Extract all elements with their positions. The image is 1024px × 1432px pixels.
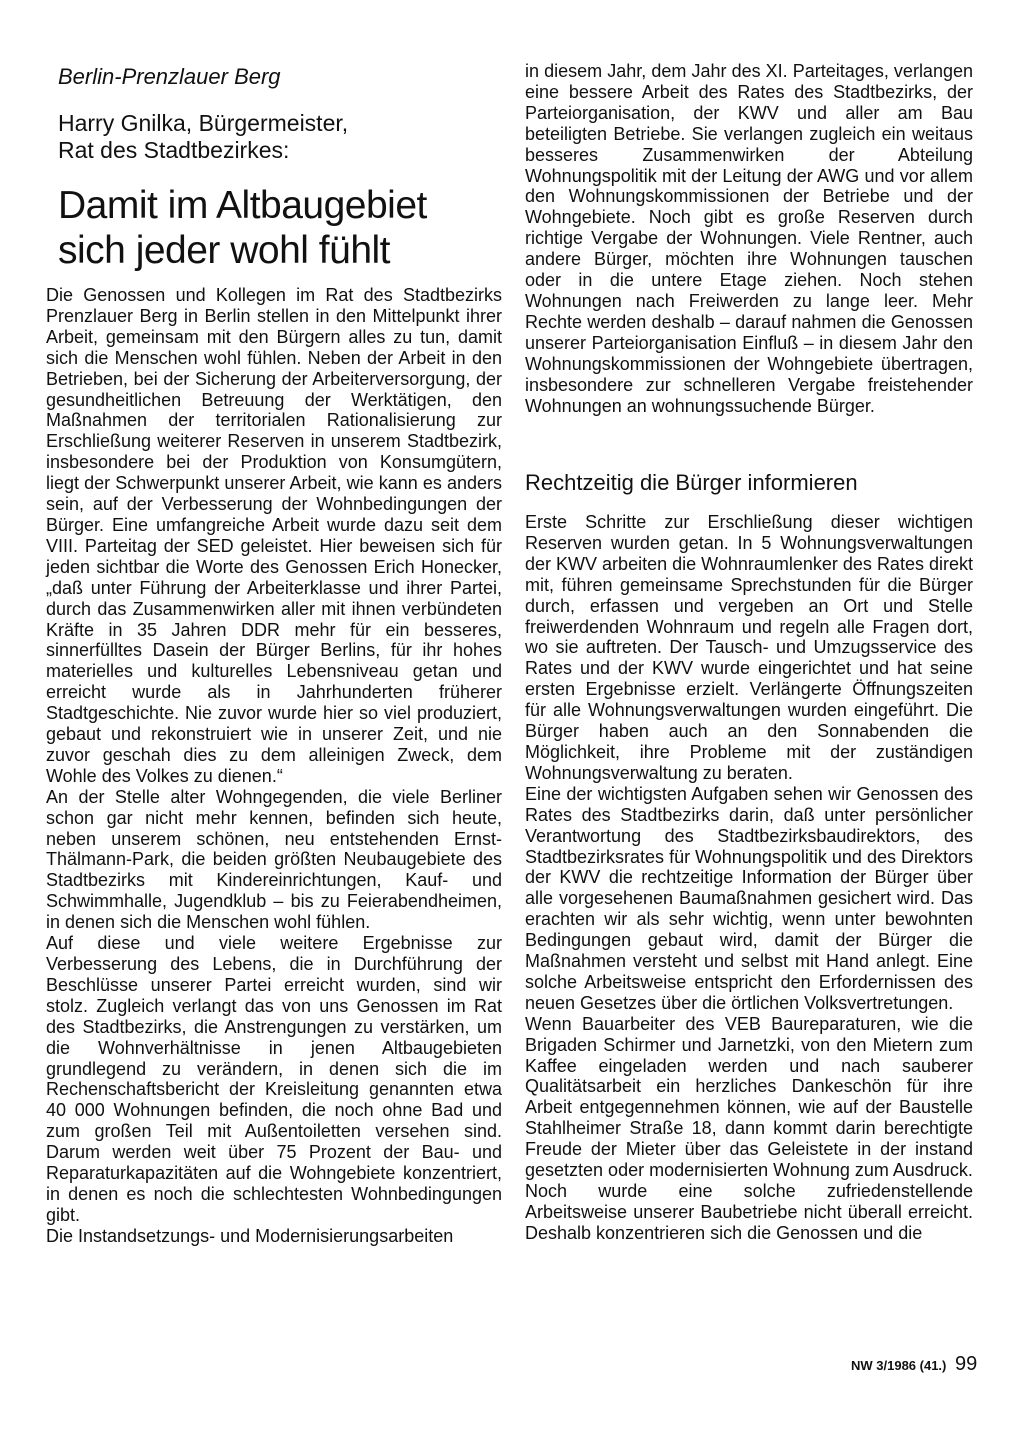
paragraph: Die Genossen und Kollegen im Rat des Stadtbezirks Prenzlauer Berg in Berlin stellen in den Mittelpunkt ihrer Arbeit, gemeinsam mit den Bürgern alles zu tun, damit sich die Menschen wohl fühlen. Neben der Arbeit in den Betrieben, bei der Sicherung der Arbeiterversorgung, der gesundheitlichen Betreuung der Werktätigen, den Maßnahmen der territorialen Rationalisierung zur Erschließung weiterer Reserven in unserem Stadtbezirk, insbesondere bei der Produktion von Konsumgütern, liegt der Schwerpunkt unserer Arbeit, wie kann es anders sein, auf der Verbesserung der Wohnbedingungen der Bürger. Eine umfangreiche Arbeit wurde dazu seit dem VIII. Parteitag der SED geleistet. Hier beweisen sich für jeden sichtbar die Worte des Genossen Erich Honecker, „daß unter Führung der Arbeiterklasse und ihrer Partei, durch das Zusammenwirken aller mit ihnen verbündeten Kräfte in 35 Jahren DDR mehr für ein besseres, sinnerfülltes Dasein der Bürger Berlins, für ihr hohes materielles und kulturelles Lebensniveau getan und erreicht wurde als in Jahrhunderten früherer Stadtgeschichte. Nie zuvor wurde hier so viel produziert, gebaut und rekonstruiert wie in unserer Zeit, und nie zuvor geschah dies zu dem alleinigen Zweck, dem Wohle des Volkes zu dienen.“ — [46, 285, 502, 786]
right-column-body-top — [525, 61, 973, 416]
issue-reference: NW 3/1986 (41.) — [851, 1358, 947, 1373]
paragraph: An der Stelle alter Wohngegenden, die viele Berliner schon gar nicht mehr kennen, befinden sich heute, neben unserem schönen, neu entstehenden Ernst-Thälmann-Park, die beiden größten Neubaugebiete des Stadtbezirks mit Kindereinrichtungen, Kauf- und Schwimmhalle, Jugendklub – bis zu Feierabendheimen, in denen sich die Menschen wohl fühlen. — [46, 786, 502, 933]
headline-line-1: Damit im Altbaugebiet — [58, 184, 427, 227]
author-name-title: Harry Gnilka, Bürgermeister, — [58, 110, 349, 136]
paragraph: in diesem Jahr, dem Jahr des XI. Parteitages, verlangen eine bessere Arbeit des Rates des Stadtbezirks, der Parteiorganisation, der KWV und aller am Bau beteiligten Betriebe. Sie verlangen zugleich ein weitaus besseres Zusammenwirken der Abteilung Wohnungspolitik mit der Leitung der AWG und vor allem den Wohnungskommissionen der Betriebe und der Wohngebiete. Noch gibt es große Reserven durch richtige Vergabe der Wohnungen. Viele Rentner, auch andere Bürger, möchten ihre Wohnungen tauschen oder in die untere Etage ziehen. Noch stehen Wohnungen nach Freiwerden zu lange leer. Mehr Rechte werden deshalb – darauf nahmen die Genossen unserer Parteiorganisation Einfluß – in diesem Jahr den Wohnungskommissionen der Wohngebiete übertragen, insbesondere zur schnelleren Vergabe freistehender Wohnungen an wohnungssuchende Bürger. — [525, 61, 973, 416]
kicker-location: Berlin-Prenzlauer Berg — [58, 64, 281, 89]
paragraph: Wenn Bauarbeiter des VEB Baureparaturen, wie die Brigaden Schirmer und Jarnetzki, von den Mietern zum Kaffee eingeladen werden und nach sauberer Qualitätsarbeit ein herzliches Dankeschön für ihre Arbeit entgegennehmen können, wie auf der Baustelle Stahlheimer Straße 18, dann kommt darin berechtigte Freude der Mieter über das Geleistete in der instand gesetzten oder modernisierten Wohnung zum Ausdruck. — [525, 1013, 973, 1181]
paragraph: Die Instandsetzungs- und Modernisierungsarbeiten — [46, 1225, 454, 1246]
paragraph: Auf diese und viele weitere Ergebnisse zur Verbesserung des Lebens, die in Durchführung der Beschlüsse unserer Partei erreicht wurden, sind wir stolz. Zugleich verlangt das von uns Genossen im Rat des Stadtbezirks, die Anstrengungen zu verstärken, um die Wohnverhältnisse in jenen Altbaugebieten grundlegend zu verändern, in denen sich die im Rechenschaftsbericht der Kreisleitung genannten etwa 40 000 Wohnungen befinden, die noch ohne Bad und zum großen Teil mit Außentoiletten versehen sind. Darum werden weit über 75 Prozent der Bau- und Reparaturkapazitäten auf die Wohngebiete konzentriert, in denen es noch die schlechtesten Wohnbedingungen gibt. — [46, 933, 502, 1225]
page-number: 99 — [955, 1353, 978, 1375]
left-column-body — [46, 285, 502, 1247]
author-block — [58, 110, 348, 164]
section-subheading: Rechtzeitig die Bürger informieren — [525, 470, 858, 495]
headline-line-2: sich jeder wohl fühlt — [58, 229, 391, 272]
article-headline — [58, 183, 498, 273]
author-affiliation: Rat des Stadtbezirkes: — [58, 137, 290, 163]
paragraph: Erste Schritte zur Erschließung dieser wichtigen Reserven wurden getan. In 5 Wohnungsverwaltungen der KWV arbeiten die Wohnraumlenker des Rates direkt mit, führen gemeinsame Sprechstunden für die Bürger durch, erfassen und vergeben an Ort und Stelle freiwerdenden Wohnraum und regeln alle Fragen dort, wo sie auftreten. Der Tausch- und Umzugsservice des Rates und der KWV wurde eingerichtet und hat seine ersten Ergebnisse erzielt. Verlängerte Öffnungszeiten für alle Wohnungsverwaltungen wurden eingeführt. Die Bürger haben auch an den Sonnabenden die Möglichkeit, ihre Probleme mit der zuständigen Wohnungsverwaltung zu beraten. — [525, 512, 973, 783]
right-column-body-bottom — [525, 512, 973, 1244]
paragraph: Noch wurde eine solche zufriedenstellende Arbeitsweise unserer Baubetriebe nicht überall erreicht. Deshalb konzentrieren sich die Genossen und die — [525, 1181, 973, 1243]
paragraph: Eine der wichtigsten Aufgaben sehen wir Genossen des Rates des Stadtbezirks darin, daß unter persönlicher Verantwortung des Stadtbezirksbaudirektors, des Stadtbezirksrates für Wohnungspolitik und des Direktors der KWV die rechtzeitige Information der Bürger über alle vorgesehenen Baumaßnahmen gesichert wird. Das erachten wir als sehr wichtig, wenn unter bewohnten Bedingungen gebaut wird, damit der Bürger die Maßnahmen versteht und selbst mit Hand anlegt. Eine solche Arbeitsweise entspricht den Erfordernissen des neuen Gesetzes über die örtlichen Volksvertretungen. — [525, 783, 973, 1013]
